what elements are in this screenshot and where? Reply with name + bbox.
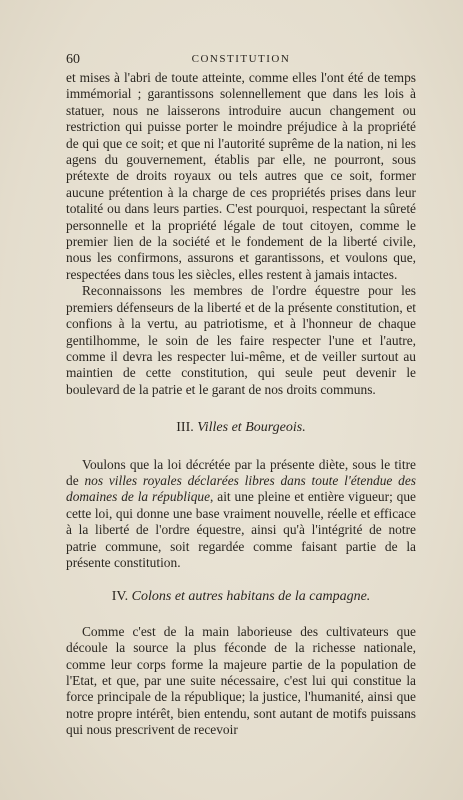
paragraph-colons: Comme c'est de la main laborieuse des cultivateurs que découle la source la plus féconde de la richesse nationale, comme leur corps forme la majeure partie de la population de l'Etat, et que, par une suite nécessaire, c'est lui qui constitue la force principale de la république; la justice, l'humanité, ainsi que notre propre intérêt, bien entendu, sont autant de motifs puissans qui nous prescrivent de recevoir: [66, 623, 416, 738]
law-title-italic: nos villes royales déclarées libres dans toute l'étendue des domaines de la république: [66, 472, 416, 505]
paragraph-text: Voulons que la loi décrétée par la présente diète, sous le titre de: [66, 456, 416, 488]
section-title: Colons et autres habitans de la campagne.: [131, 589, 371, 605]
section-numeral: IV.: [111, 589, 129, 605]
page-number: 60: [66, 52, 80, 67]
section-heading-villes: [66, 420, 416, 436]
page-header: [66, 52, 416, 68]
paragraph-property-guarantee: et mises à l'abri de toute atteinte, comme elles l'ont été de temps immémorial ; garantissons solennellement que dans les lois à statuer, nous ne laisserons introduire aucun changement ou restriction qui puisse porter le moindre préjudice à la propriété de qui que ce soit; et que ni l'autorité suprême de la nation, ni les agens du gouvernement, établis par elle, ne pourront, sous prétexte de droits royaux ou tels autres que ce soit, former aucune prétention à la charge de ces propriétés prises dans leur totalité ou dans leurs parties. C'est pourquoi, respectant la sûreté personnelle et la propriété légale de tout citoyen, comme le premier lien de la société et le fondement de la liberté civile, nous les confirmons, assurons et garantissons, et voulons que, respectées dans tous les siècles, elles restent à jamais intactes.: [66, 70, 416, 282]
section-numeral: III.: [176, 420, 194, 436]
paragraph-equestrian-order: Reconnaissons les membres de l'ordre équestre pour les premiers défenseurs de la liberté et de la présente constitution, et confions à la vertu, au patriotisme, et à l'honneur de chaque gentilhomme, le soin de les faire respecter l'une et l'autre, comme il devra les respecter lui-même, et de veiller surtout au maintien de cette constitution, qui seule peut devenir le boulevard de la patrie et le garant de nos droits communs.: [66, 283, 416, 397]
page-body: [66, 70, 416, 739]
paragraph-villes: [66, 457, 416, 572]
section-title: Villes et Bourgeois.: [197, 420, 306, 436]
paragraph-text: , ait une pleine et entière vigueur; que cette loi, qui donne une base vraiment nouvelle, réelle et efficace à la liberté de l'ordre équestre, ainsi qu'à l'intégrité de notre patrie commune, soit regardée comme faisant partie de la présente constitution.: [66, 489, 416, 570]
section-heading-colons: [66, 589, 416, 605]
running-head: CONSTITUTION: [191, 53, 291, 65]
